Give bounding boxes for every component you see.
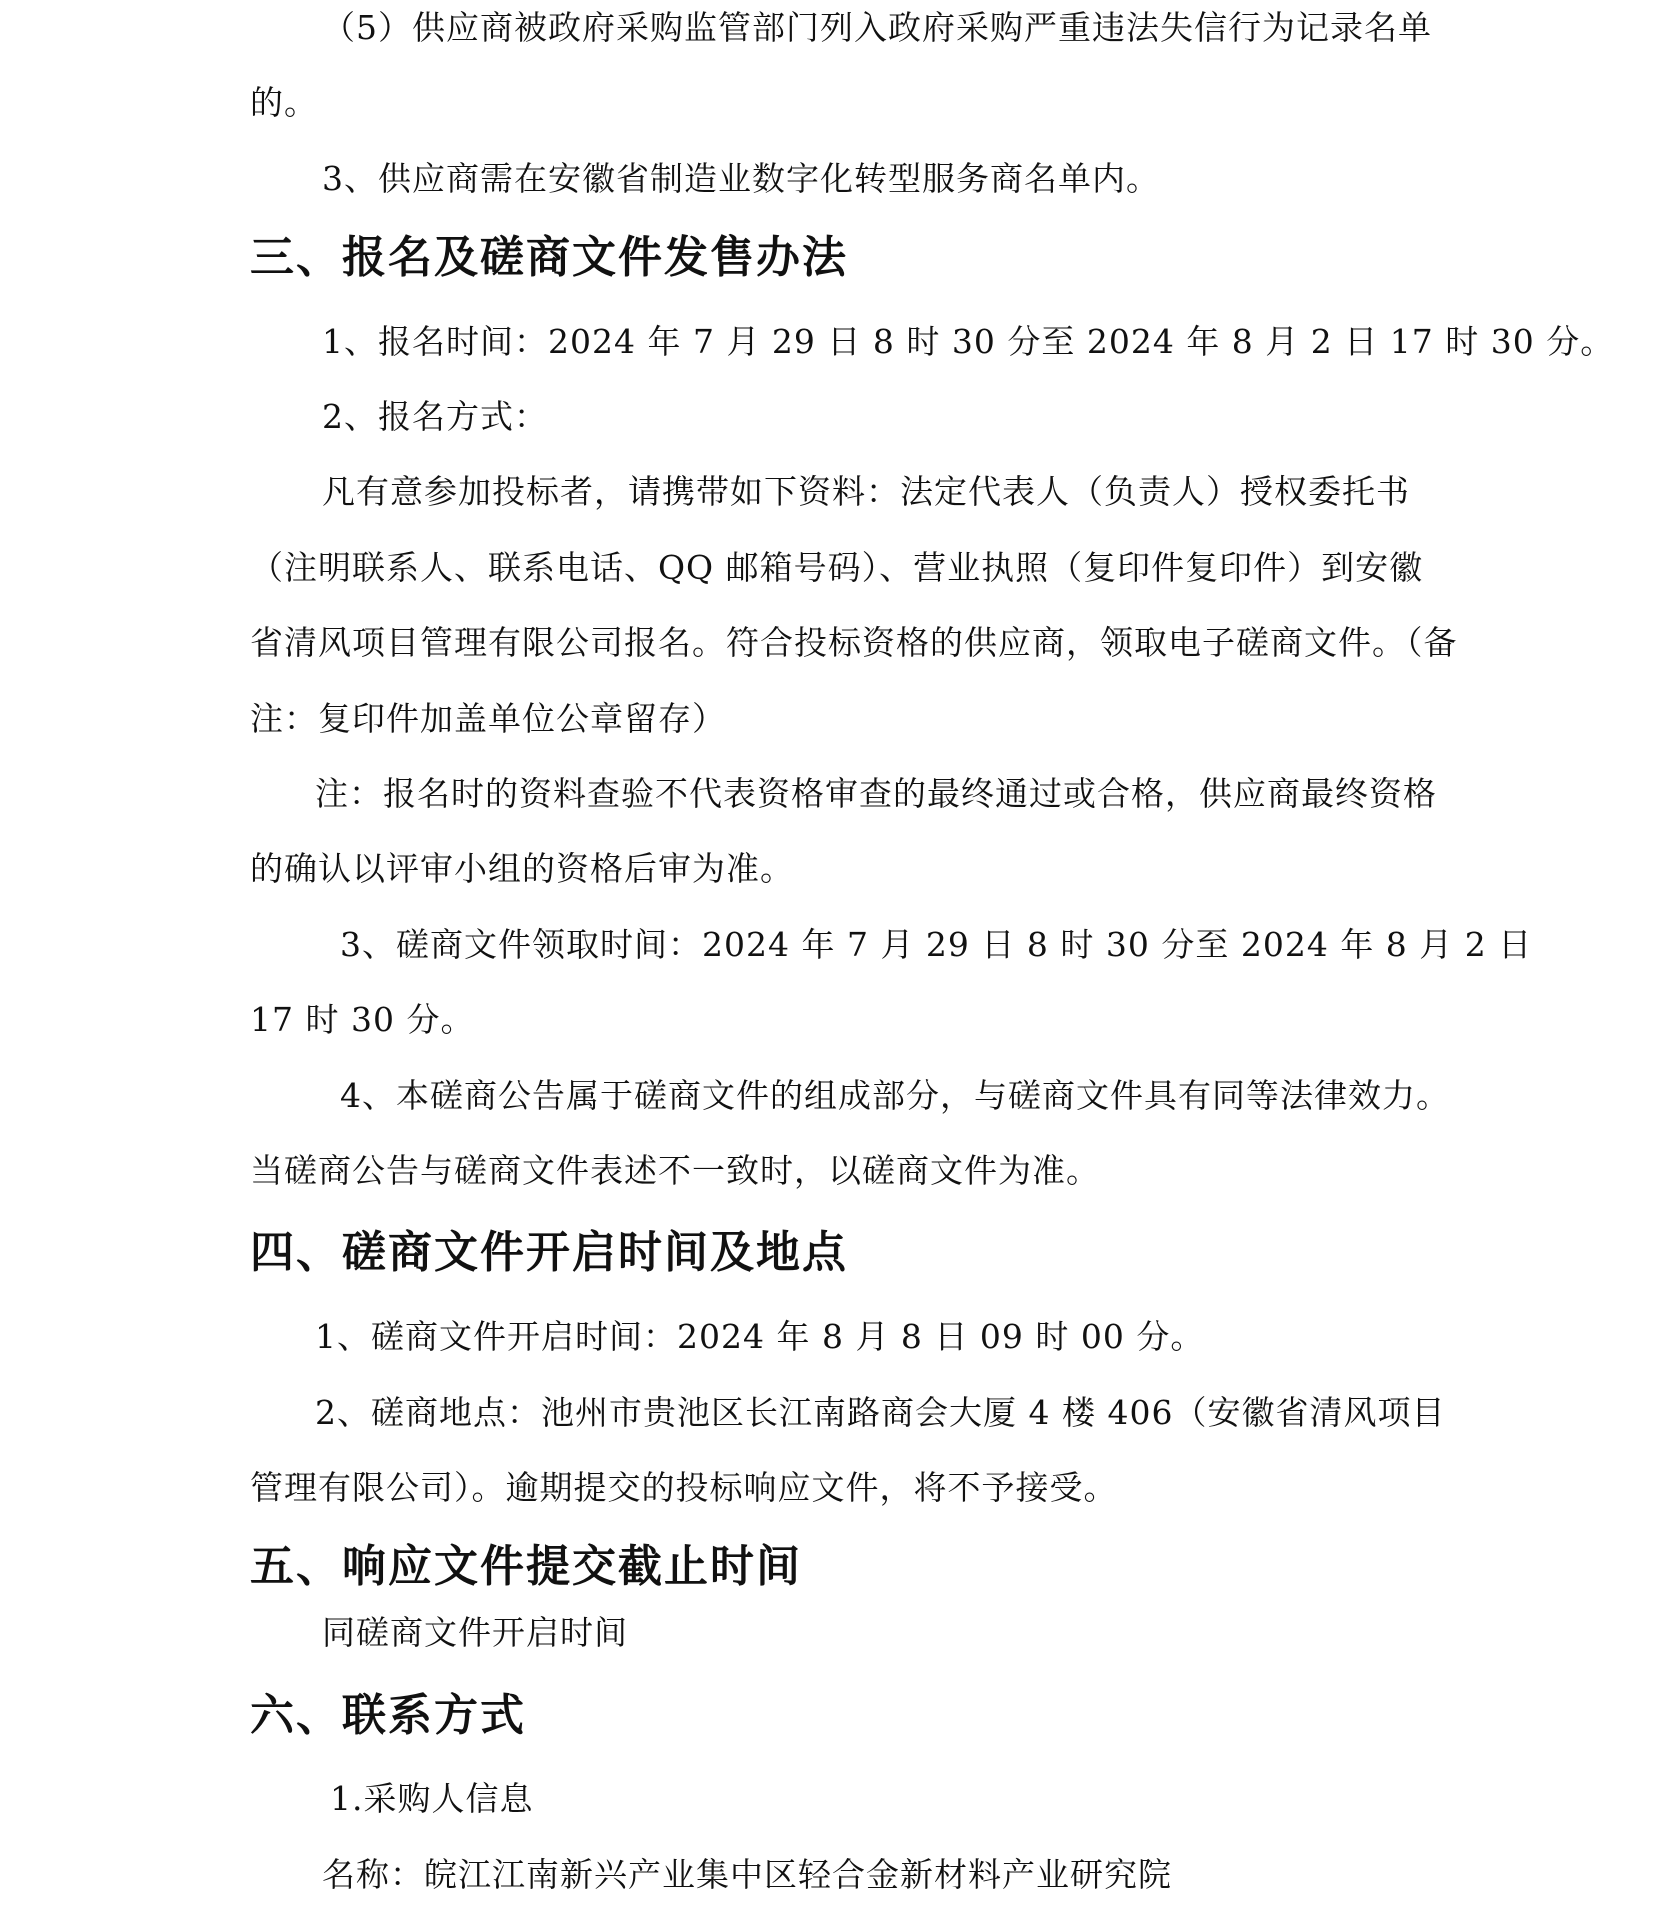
- paragraph-line: 省清风项目管理有限公司报名。符合投标资格的供应商，领取电子磋商文件。（备: [250, 623, 1458, 662]
- paragraph-line: 2、磋商地点：池州市贵池区长江南路商会大厦 4 楼 406（安徽省清风项目: [315, 1393, 1446, 1432]
- paragraph-line: 凡有意参加投标者，请携带如下资料：法定代表人（负责人）授权委托书: [322, 472, 1410, 511]
- paragraph-line: 3、供应商需在安徽省制造业数字化转型服务商名单内。: [322, 159, 1160, 198]
- section-heading-6: 六、联系方式: [250, 1690, 526, 1741]
- section-heading-4: 四、磋商文件开启时间及地点: [250, 1227, 848, 1278]
- paragraph-line: 名称：皖江江南新兴产业集中区轻合金新材料产业研究院: [322, 1855, 1172, 1894]
- note-line: 的确认以评审小组的资格后审为准。: [250, 849, 794, 888]
- paragraph-line: 的。: [250, 83, 318, 122]
- paragraph-line: 1、磋商文件开启时间：2024 年 8 月 8 日 09 时 00 分。: [315, 1317, 1205, 1356]
- paragraph-line: 1、报名时间：2024 年 7 月 29 日 8 时 30 分至 2024 年 8 月 2 日 17 时 30 分。: [322, 322, 1615, 361]
- paragraph-line: 2、报名方式：: [322, 397, 548, 436]
- paragraph-line: 同磋商文件开启时间: [322, 1613, 628, 1652]
- paragraph-line: 17 时 30 分。: [250, 1000, 475, 1039]
- section-heading-5: 五、响应文件提交截止时间: [250, 1541, 802, 1592]
- paragraph-line: 注：复印件加盖单位公章留存）: [250, 699, 726, 738]
- paragraph-line: 1.采购人信息: [330, 1779, 534, 1818]
- paragraph-line: 4、本磋商公告属于磋商文件的组成部分，与磋商文件具有同等法律效力。: [340, 1076, 1450, 1115]
- paragraph-line: （5）供应商被政府采购监管部门列入政府采购严重违法失信行为记录名单: [322, 8, 1432, 47]
- section-heading-3: 三、报名及磋商文件发售办法: [250, 232, 848, 283]
- paragraph-line: 管理有限公司）。逾期提交的投标响应文件，将不予接受。: [250, 1468, 1118, 1507]
- note-line: 注：报名时的资料查验不代表资格审查的最终通过或合格，供应商最终资格: [315, 774, 1437, 813]
- paragraph-line: （注明联系人、联系电话、QQ 邮箱号码）、营业执照（复印件复印件）到安徽: [250, 548, 1424, 587]
- paragraph-line: 当磋商公告与磋商文件表述不一致时，以磋商文件为准。: [250, 1151, 1100, 1190]
- paragraph-line: 3、磋商文件领取时间：2024 年 7 月 29 日 8 时 30 分至 2024 年 8 月 2 日: [340, 925, 1533, 964]
